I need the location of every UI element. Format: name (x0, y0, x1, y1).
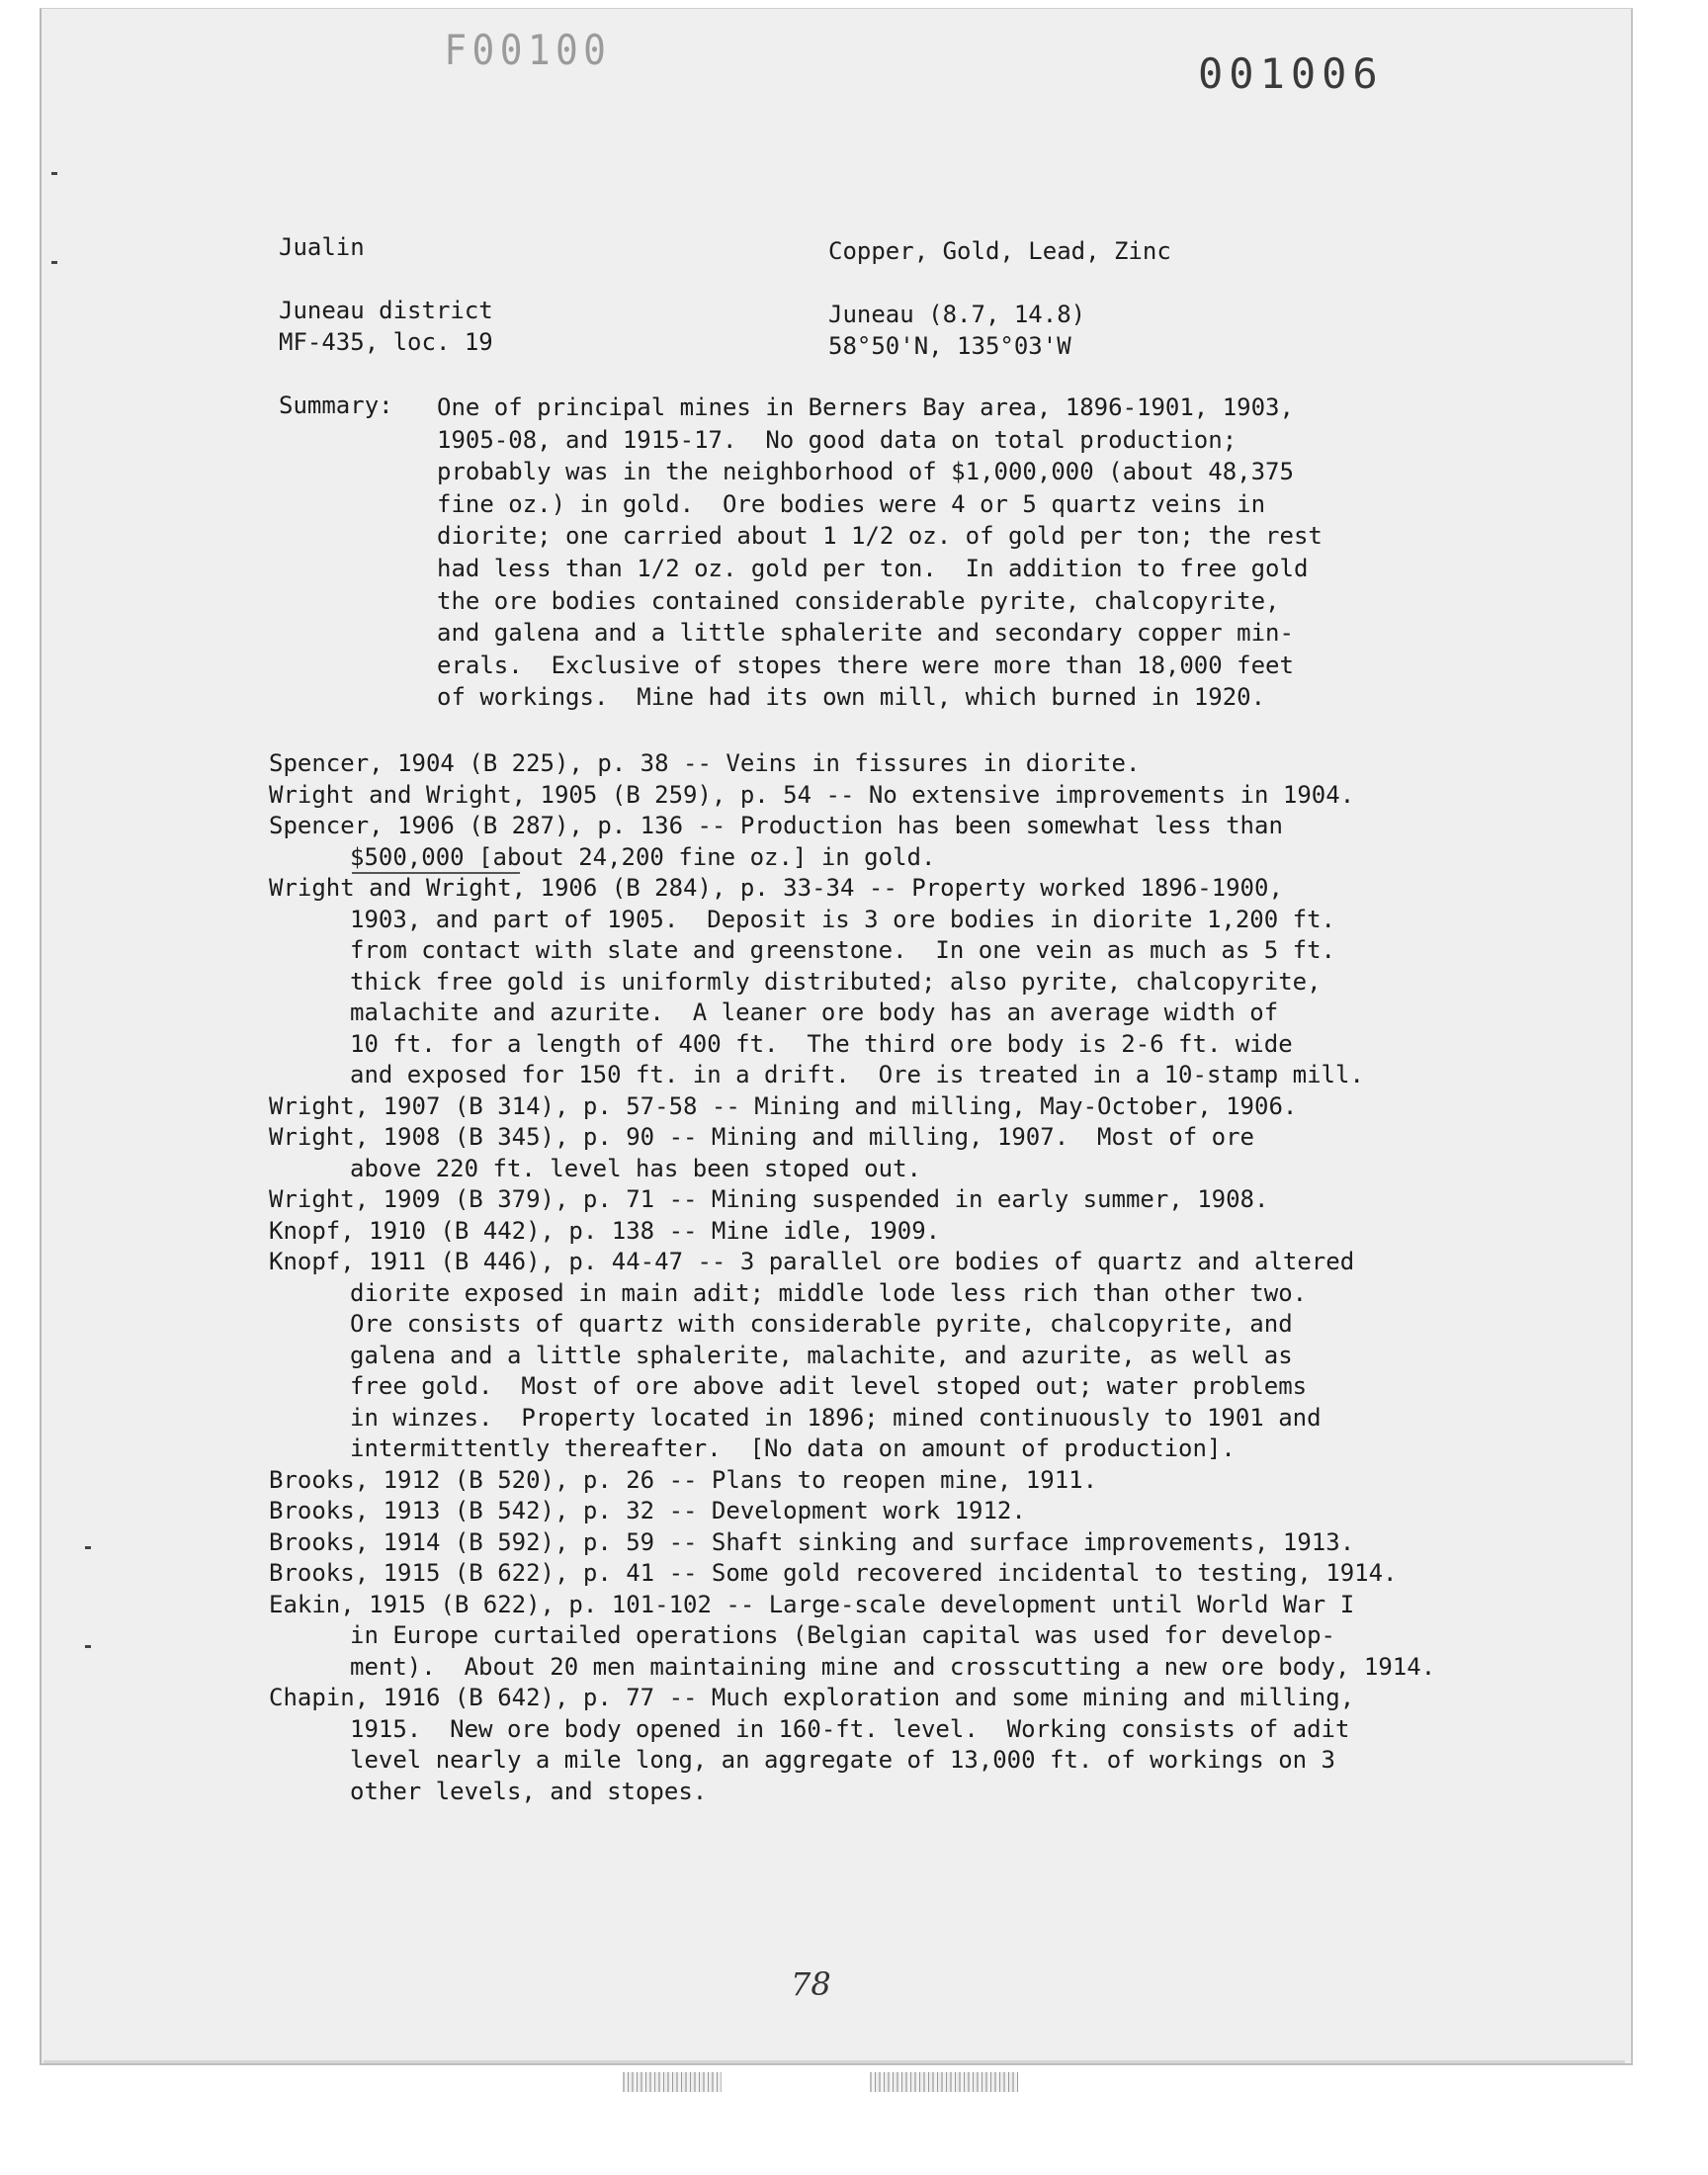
reference-entry (269, 1527, 1593, 1559)
reference-entry (269, 1091, 1593, 1123)
reference-entry (269, 1247, 1593, 1465)
reference-citation: Brooks, 1914 (B 592), p. 59 -- Shaft sinking and surface improvements, 1913. (269, 1527, 1355, 1556)
map-reference: MF-435, loc. 19 (279, 328, 493, 356)
reference-citation: Wright and Wright, 1905 (B 259), p. 54 -- No extensive improvements in 1904. (269, 780, 1355, 809)
reference-continuation: level nearly a mile long, an aggregate of 13,000 ft. of workings on 3 (350, 1746, 1335, 1774)
speck (85, 1645, 91, 1648)
reference-citation: Chapin, 1916 (B 642), p. 77 -- Much exploration and some mining and milling, (269, 1684, 1355, 1711)
coordinates: 58°50'N, 135°03'W (828, 332, 1071, 360)
reference-citation: Brooks, 1913 (B 542), p. 32 -- Development work 1912. (269, 1497, 1026, 1524)
reference-entry (269, 1184, 1593, 1216)
reference-entry (269, 1465, 1593, 1497)
reference-continuation: other levels, and stopes. (350, 1777, 708, 1805)
summary-line: the ore bodies contained considerable pyrite, chalcopyrite, (437, 586, 1280, 615)
reference-continuation: and exposed for 150 ft. in a drift. Ore is treated in a 10-stamp mill. (350, 1061, 1364, 1088)
reference-citation: Wright, 1909 (B 379), p. 71 -- Mining suspended in early summer, 1908. (269, 1185, 1269, 1213)
reference-entry (269, 1683, 1593, 1807)
reference-continuation: 1903, and part of 1905. Deposit is 3 ore bodies in diorite 1,200 ft. (350, 905, 1335, 933)
reference-citation: Spencer, 1904 (B 225), p. 38 -- Veins in fissures in diorite. (269, 749, 1141, 777)
summary-line: 1905-08, and 1915-17. No good data on total production; (437, 425, 1238, 454)
reference-citation: Brooks, 1912 (B 520), p. 26 -- Plans to reopen mine, 1911. (269, 1465, 1098, 1494)
reference-entry (269, 1122, 1593, 1184)
summary-line: diorite; one carried about 1 1/2 oz. of gold per ton; the rest (437, 522, 1323, 551)
reference-citation: Knopf, 1910 (B 442), p. 138 -- Mine idle, 1909. (269, 1216, 941, 1245)
reference-citation: Wright, 1908 (B 345), p. 90 -- Mining and milling, 1907. Most of ore (269, 1123, 1254, 1151)
reference-entry (269, 748, 1593, 780)
reference-entry (269, 780, 1593, 812)
reference-continuation: from contact with slate and greenstone. In one vein as much as 5 ft. (350, 936, 1335, 964)
summary-line: probably was in the neighborhood of $1,000,000 (about 48,375 (437, 458, 1294, 486)
reference-entry (269, 873, 1593, 1091)
commodities: Copper, Gold, Lead, Zinc (828, 237, 1171, 265)
summary-label: Summary: (279, 392, 393, 419)
scan-artifact (870, 2072, 1018, 2092)
page-edge (43, 2060, 1625, 2063)
page-number: 78 (791, 1965, 831, 2003)
reference-entry (269, 811, 1593, 873)
summary-line: fine oz.) in gold. Ore bodies were 4 or 5 quartz veins in (437, 489, 1266, 518)
reference-citation: Wright, 1907 (B 314), p. 57-58 -- Mining and milling, May-October, 1906. (269, 1091, 1298, 1120)
reference-continuation: galena and a little sphalerite, malachite, and azurite, as well as (350, 1341, 1293, 1369)
reference-continuation: above 220 ft. level has been stoped out. (350, 1154, 921, 1182)
reference-entry (269, 1216, 1593, 1248)
summary-line: had less than 1/2 oz. gold per ton. In addition to free gold (437, 554, 1309, 582)
speck (85, 1546, 91, 1549)
reference-continuation: in winzes. Property located in 1896; mined continuously to 1901 and (350, 1403, 1322, 1432)
reference-continuation: malachite and azurite. A leaner ore body has an average width of (350, 999, 1279, 1026)
speck (51, 172, 57, 175)
reference-continuation: diorite exposed in main adit; middle lode less rich than other two. (350, 1278, 1308, 1307)
reference-entry (269, 1558, 1593, 1590)
reference-citation: Knopf, 1911 (B 446), p. 44-47 -- 3 parallel ore bodies of quartz and altered (269, 1248, 1355, 1275)
reference-continuation: intermittently thereafter. [No data on amount of production]. (350, 1435, 1236, 1462)
reference-entry (269, 1590, 1593, 1684)
reference-citation: Wright and Wright, 1906 (B 284), p. 33-34 -- Property worked 1896-1900, (269, 874, 1283, 902)
summary-text (437, 392, 1544, 714)
reference-list (269, 748, 1593, 1807)
reference-continuation: Ore consists of quartz with considerable pyrite, chalcopyrite, and (350, 1310, 1293, 1338)
faded-stamp-number: F00100 (444, 26, 612, 74)
summary-line: erals. Exclusive of stopes there were more than 18,000 feet (437, 651, 1294, 679)
reference-citation: Eakin, 1915 (B 622), p. 101-102 -- Large-scale development until World War I (269, 1590, 1355, 1618)
reference-citation: Spencer, 1906 (B 287), p. 136 -- Production has been somewhat less than (269, 812, 1283, 839)
summary-line: One of principal mines in Berners Bay area, 1896-1901, 1903, (437, 393, 1294, 421)
summary-line: and galena and a little sphalerite and secondary copper min- (437, 619, 1294, 648)
mine-name: Jualin (279, 233, 365, 261)
reference-continuation: in Europe curtailed operations (Belgian capital was used for develop- (350, 1621, 1335, 1649)
reference-continuation: 1915. New ore body opened in 160-ft. level. Working consists of adit (350, 1714, 1350, 1743)
document-number-stamp: 001006 (1198, 49, 1384, 98)
speck (51, 261, 57, 264)
reference-continuation: $500,000 [about 24,200 fine oz.] in gold. (350, 842, 936, 871)
scan-artifact (623, 2072, 722, 2092)
reference-continuation: ment). About 20 men maintaining mine and crosscutting a new ore body, 1914. (350, 1652, 1436, 1681)
district: Juneau district (279, 297, 493, 324)
reference-citation: Brooks, 1915 (B 622), p. 41 -- Some gold recovered incidental to testing, 1914. (269, 1559, 1398, 1587)
summary-line: of workings. Mine had its own mill, which burned in 1920. (437, 683, 1266, 712)
reference-entry (269, 1496, 1593, 1527)
reference-continuation: 10 ft. for a length of 400 ft. The third ore body is 2-6 ft. wide (350, 1029, 1293, 1058)
reference-continuation: free gold. Most of ore above adit level stoped out; water problems (350, 1372, 1308, 1400)
reference-continuation: thick free gold is uniformly distributed; also pyrite, chalcopyrite, (350, 967, 1322, 996)
quadrangle: Juneau (8.7, 14.8) (828, 301, 1086, 328)
